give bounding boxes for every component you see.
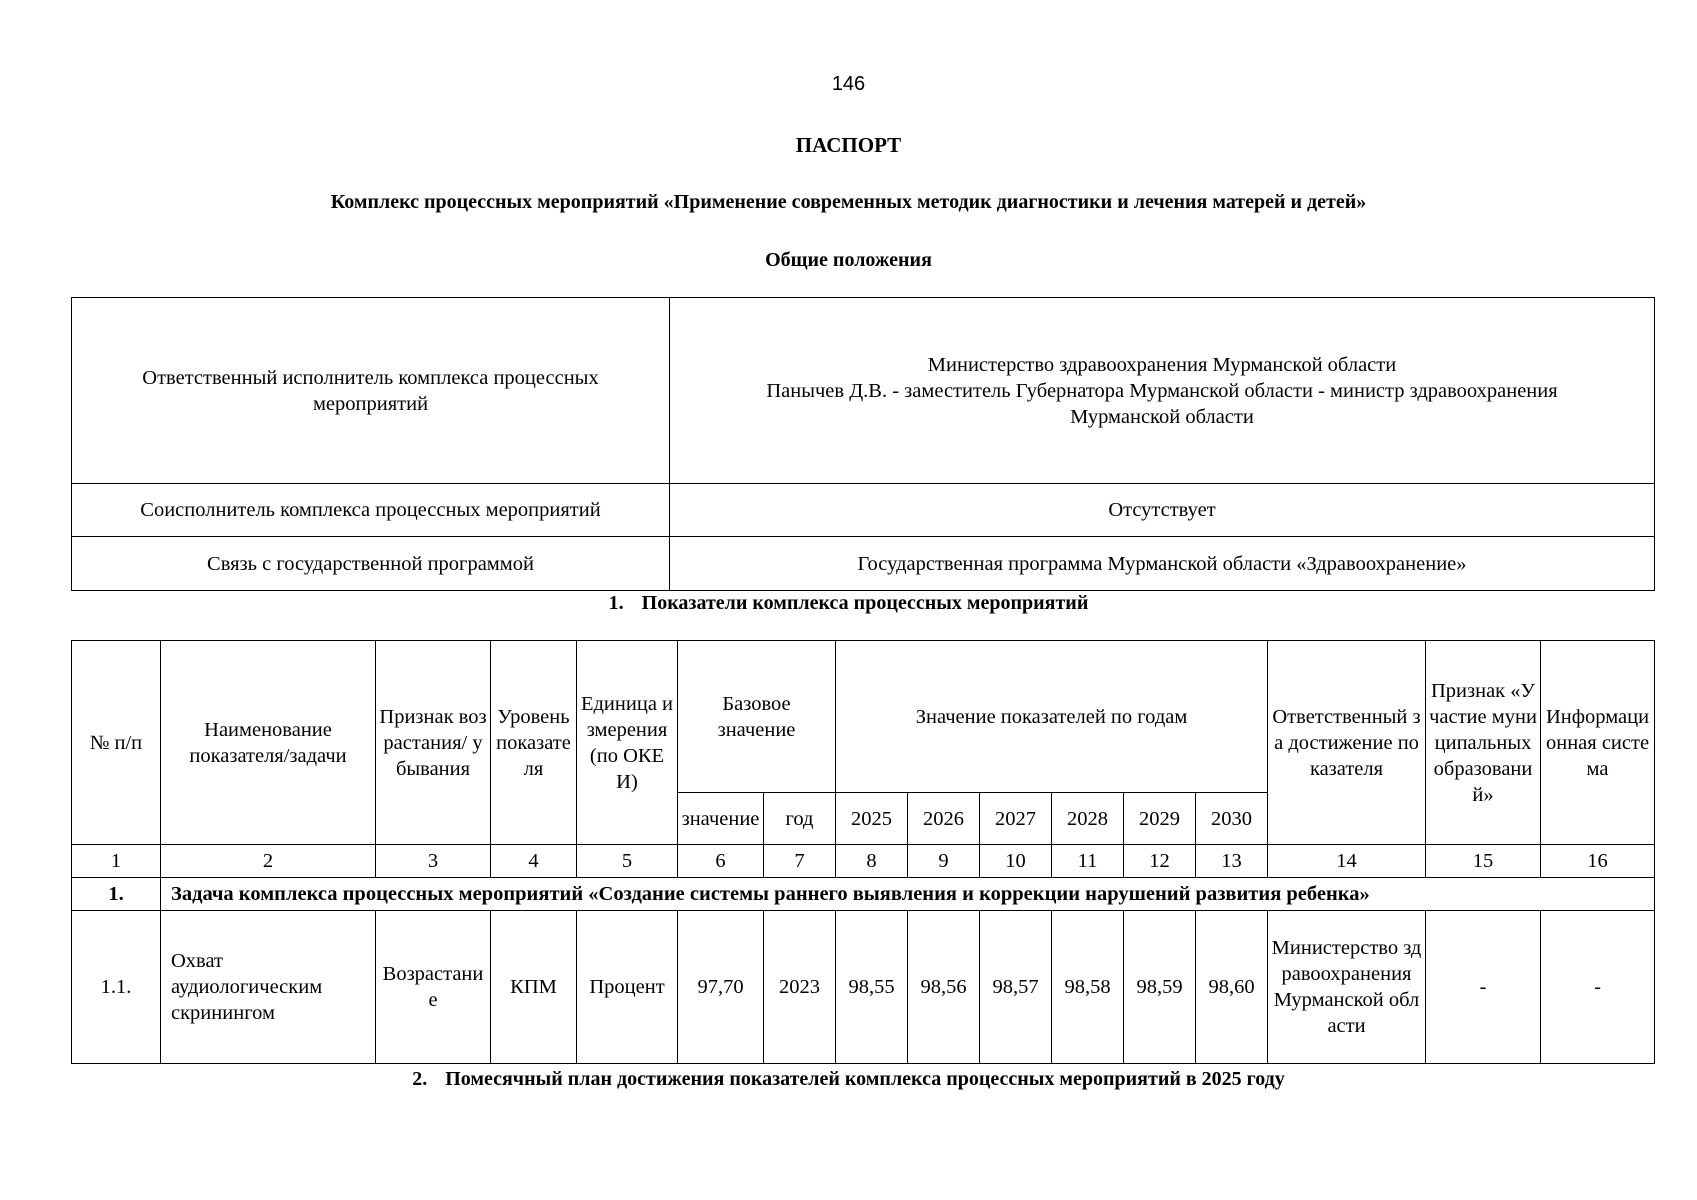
row-value-2025: 98,55 — [836, 911, 908, 1064]
header-base-year: год — [764, 793, 836, 845]
row-unit: Процент — [577, 911, 678, 1064]
table-row — [72, 298, 1655, 484]
responsible-line-2: Панычев Д.В. - заместитель Губернатора Мурманской области - министр здравоохранения — [766, 379, 1558, 402]
header-year-2030: 2030 — [1196, 793, 1268, 845]
program-link-value: Государственная программа Мурманской области «Здравоохранение» — [670, 537, 1655, 591]
document-title: ПАСПОРТ — [795, 133, 902, 157]
header-row — [72, 641, 1655, 793]
co-executor-value: Отсутствует — [670, 484, 1655, 537]
table-row — [72, 484, 1655, 537]
indicators-table — [71, 640, 1655, 1064]
section-2-number: 2. — [412, 1068, 428, 1090]
section-1-title — [0, 592, 1697, 615]
header-num: № п/п — [72, 641, 161, 845]
header-years-group: Значение показателей по годам — [836, 641, 1268, 793]
header-sign: Признак возрастания/ убывания — [376, 641, 491, 845]
column-index: 4 — [491, 845, 577, 878]
column-index: 11 — [1052, 845, 1124, 878]
row-value-2026: 98,56 — [908, 911, 980, 1064]
header-base-value: значение — [678, 793, 764, 845]
task-number: 1. — [72, 878, 161, 911]
header-name: Наименование показателя/задачи — [161, 641, 376, 845]
general-provisions-table — [71, 297, 1655, 591]
general-provisions-heading: Общие положения — [765, 249, 932, 271]
row-level: КПМ — [491, 911, 577, 1064]
column-index: 15 — [1426, 845, 1541, 878]
responsible-executor-value — [670, 298, 1655, 484]
row-sign: Возрастание — [376, 911, 491, 1064]
column-index: 9 — [908, 845, 980, 878]
section-1-text: Показатели комплекса процессных мероприятий — [641, 592, 1089, 614]
column-index: 5 — [577, 845, 678, 878]
row-name: Охват аудиологическим скринингом — [161, 911, 376, 1064]
column-index: 12 — [1124, 845, 1196, 878]
row-responsible: Министерство здравоохранения Мурманской области — [1268, 911, 1426, 1064]
column-index-row — [72, 845, 1655, 878]
co-executor-label: Соисполнитель комплекса процессных мероприятий — [72, 484, 670, 537]
column-index: 7 — [764, 845, 836, 878]
program-link-label: Связь с государственной программой — [72, 537, 670, 591]
column-index: 16 — [1541, 845, 1655, 878]
table-row — [72, 911, 1655, 1064]
column-index: 8 — [836, 845, 908, 878]
column-index: 2 — [161, 845, 376, 878]
column-index: 13 — [1196, 845, 1268, 878]
task-title: Задача комплекса процессных мероприятий «Создание системы раннего выявления и коррекции нарушений развития ребенка» — [161, 878, 1655, 911]
header-responsible: Ответственный за достижение показателя — [1268, 641, 1426, 845]
row-num: 1.1. — [72, 911, 161, 1064]
section-2-text: Помесячный план достижения показателей комплекса процессных мероприятий в 2025 году — [445, 1068, 1285, 1090]
header-municipal: Признак «Участие муниципальных образований» — [1426, 641, 1541, 845]
header-year-2029: 2029 — [1124, 793, 1196, 845]
row-value-2027: 98,57 — [980, 911, 1052, 1064]
row-base-year: 2023 — [764, 911, 836, 1064]
task-row — [72, 878, 1655, 911]
document-subtitle: Комплекс процессных мероприятий «Применение современных методик диагностики и лечения матерей и детей» — [330, 191, 1367, 213]
row-municipal: - — [1426, 911, 1541, 1064]
header-year-2025: 2025 — [836, 793, 908, 845]
header-base: Базовое значение — [678, 641, 836, 793]
responsible-line-3: Мурманской области — [1070, 405, 1254, 428]
table-row — [72, 537, 1655, 591]
section-2-title — [0, 1068, 1697, 1091]
column-index: 3 — [376, 845, 491, 878]
header-year-2026: 2026 — [908, 793, 980, 845]
row-base-value: 97,70 — [678, 911, 764, 1064]
header-year-2027: 2027 — [980, 793, 1052, 845]
header-info-system: Информационная система — [1541, 641, 1655, 845]
responsible-executor-label: Ответственный исполнитель комплекса процессных мероприятий — [72, 298, 670, 484]
row-value-2029: 98,59 — [1124, 911, 1196, 1064]
column-index: 1 — [72, 845, 161, 878]
row-value-2030: 98,60 — [1196, 911, 1268, 1064]
header-level: Уровень показателя — [491, 641, 577, 845]
section-1-number: 1. — [608, 592, 624, 614]
column-index: 6 — [678, 845, 764, 878]
column-index: 10 — [980, 845, 1052, 878]
header-unit: Единица измерения (по ОКЕИ) — [577, 641, 678, 845]
header-year-2028: 2028 — [1052, 793, 1124, 845]
column-index: 14 — [1268, 845, 1426, 878]
page-number: 146 — [831, 73, 866, 95]
row-value-2028: 98,58 — [1052, 911, 1124, 1064]
responsible-line-1: Министерство здравоохранения Мурманской области — [927, 353, 1397, 376]
row-info-system: - — [1541, 911, 1655, 1064]
